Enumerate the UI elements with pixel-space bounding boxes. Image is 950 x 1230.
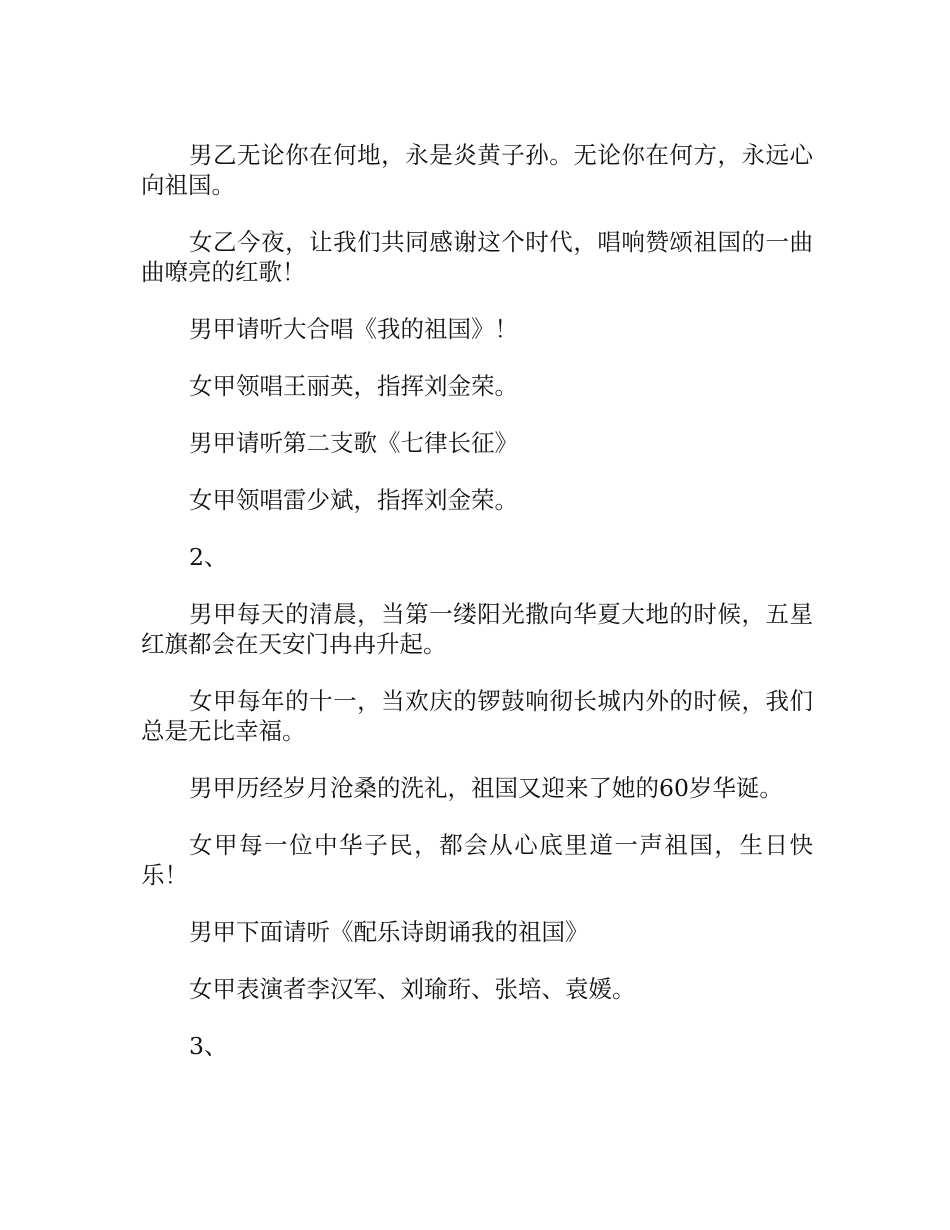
paragraph: 女甲领唱雷少斌，指挥刘金荣。	[189, 486, 518, 514]
document-body	[141, 140, 813, 1088]
paragraph: 女甲每一位中华子民，都会从心底里道一声祖国，生日快乐！	[141, 831, 813, 889]
paragraph: 男甲请听第二支歌《七律长征》	[189, 429, 518, 457]
section-number: 2、	[189, 543, 228, 571]
paragraph: 男甲每天的清晨，当第一缕阳光撒向华夏大地的时候，五星红旗都会在天安门冉冉升起。	[141, 600, 813, 658]
paragraph: 女乙今夜，让我们共同感谢这个时代，唱响赞颂祖国的一曲曲嘹亮的红歌！	[141, 228, 813, 286]
paragraph: 女甲每年的十一，当欢庆的锣鼓响彻长城内外的时候，我们总是无比幸福。	[141, 687, 813, 745]
paragraph: 男甲下面请听《配乐诗朗诵我的祖国》	[189, 918, 589, 946]
paragraph: 男甲请听大合唱《我的祖国》！	[189, 315, 518, 343]
section-number: 3、	[189, 1032, 228, 1060]
paragraph: 女甲表演者李汉军、刘瑜珩、张培、袁媛。	[189, 975, 636, 1003]
paragraph: 男甲历经岁月沧桑的洗礼，祖国又迎来了她的60岁华诞。	[189, 774, 783, 802]
paragraph: 男乙无论你在何地，永是炎黄子孙。无论你在何方，永远心向祖国。	[141, 141, 813, 199]
paragraph: 女甲领唱王丽英，指挥刘金荣。	[189, 372, 518, 400]
